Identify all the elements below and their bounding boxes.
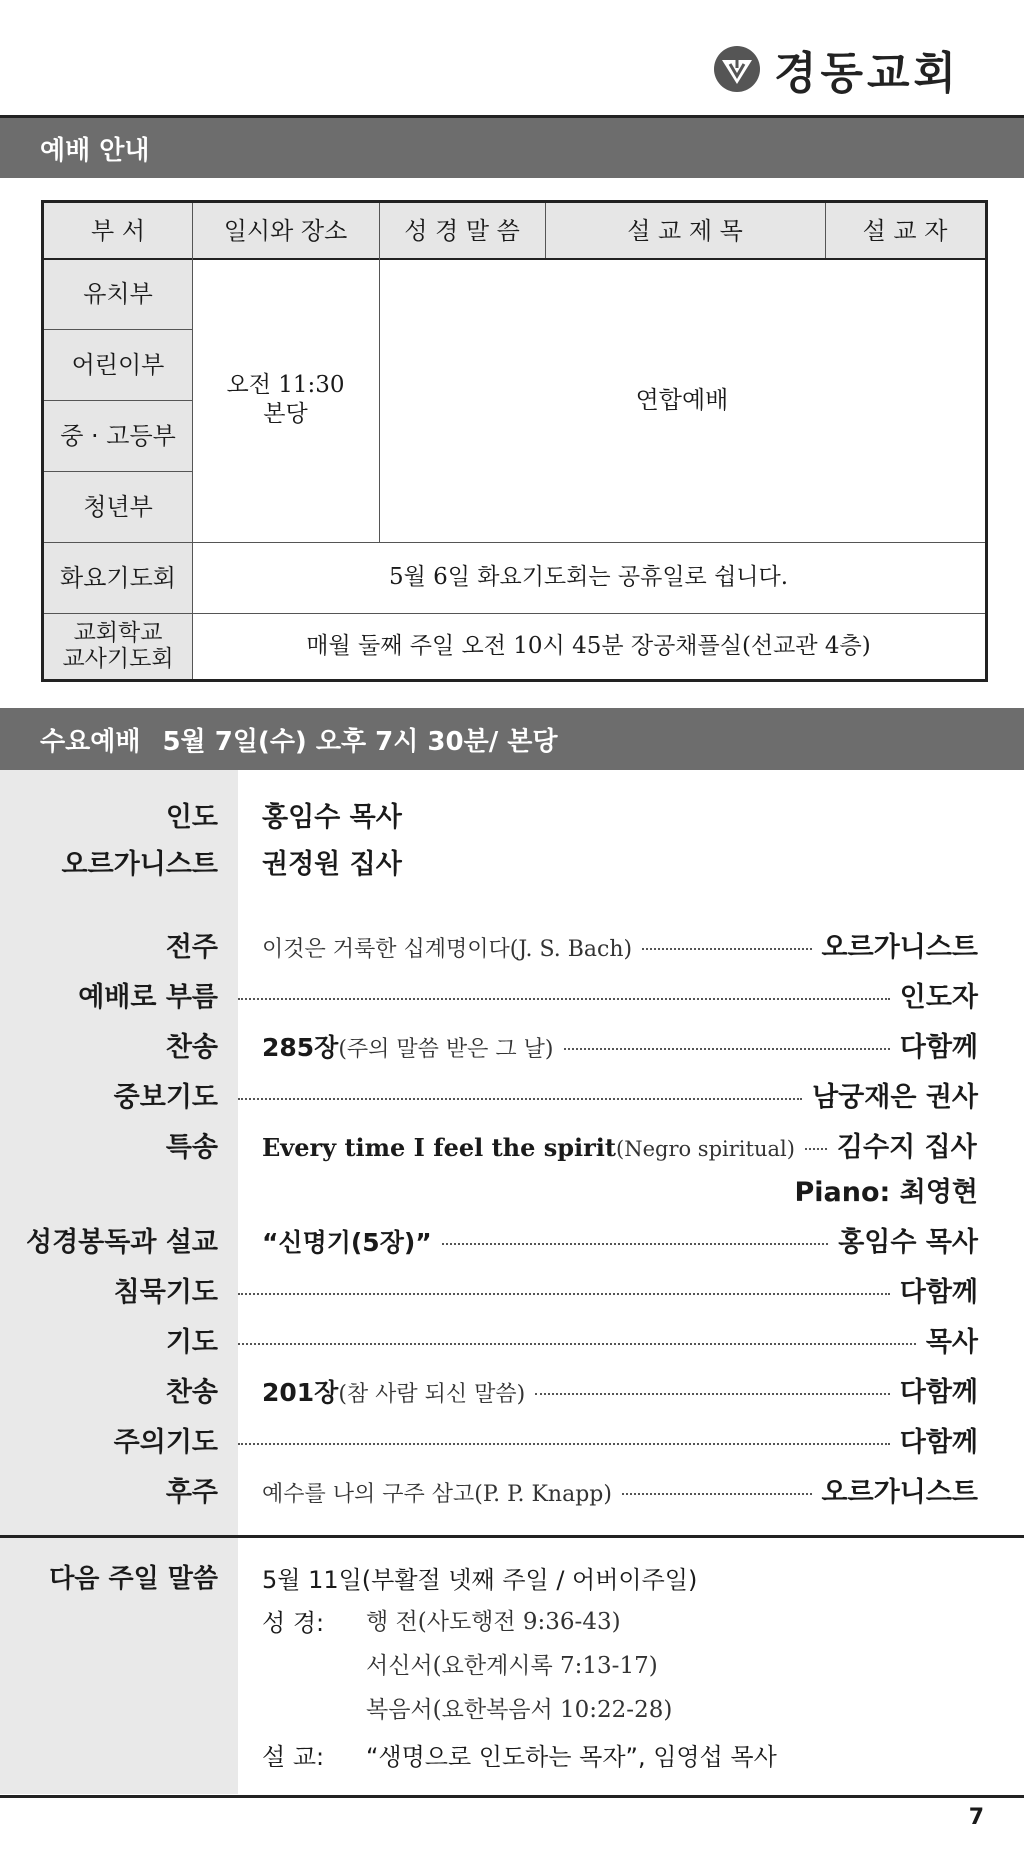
leader-dots [442,1243,828,1245]
leader-dots [238,1098,802,1100]
bottom-rule [0,1795,1024,1798]
order-item-sermon [262,1220,978,1259]
leader-dots [238,1293,890,1295]
order-who: 홍임수 목사 [838,1227,978,1258]
order-item-special [262,1125,978,1164]
next-week-date: 5월 11일(부활절 넷째 주일 / 어버이주일) [262,1566,698,1594]
teacher-label-line2: 교사기도회 [62,646,174,672]
church-name: 경동교회 [773,48,960,99]
organist-label: 오르가니스트 [61,849,218,880]
order-sub: 이것은 거룩한 십계명이다(J. S. Bach) [262,937,633,962]
order-item-piano [262,1170,978,1209]
grid-line [44,329,192,330]
order-sub: (주의 말씀 받은 그 날) [338,1037,554,1062]
joint-time: 오전 11:30 [226,372,345,399]
order-title: “신명기(5장)” [262,1228,432,1257]
order-item-hymn1 [262,1025,978,1064]
order-item-silent [238,1270,978,1309]
grid-line [379,203,380,542]
joint-worship-label: 연합예배 [635,386,729,414]
dept-youth: 중 · 고등부 [44,400,192,471]
order-who: 인도자 [899,982,978,1013]
organist-name: 권정원 집사 [262,849,402,880]
dept-children: 어린이부 [44,329,192,400]
order-role: 성경봉독과 설교 [26,1227,218,1258]
leader-label: 인도 [165,802,218,833]
leader-dots [805,1148,827,1150]
grid-line [44,258,985,260]
order-who: 다함께 [899,1427,978,1458]
sermon-label: 설 교: [262,1743,325,1771]
leader-dots [564,1048,890,1050]
order-who: 다함께 [899,1032,978,1063]
order-who: 오르가니스트 [821,932,978,963]
church-emblem-icon [712,44,762,94]
order-role: 전주 [165,932,218,963]
order-item-lords-prayer [238,1420,978,1459]
order-role: 찬송 [165,1377,218,1408]
worship-info-title: 예배 안내 [40,135,150,166]
order-who: 김수지 집사 [836,1132,977,1163]
order-sub: (Negro spiritual) [616,1137,795,1161]
reading-epistle: 서신서(요한계시록 7:13-17) [366,1653,658,1679]
header-sermon-title: 설 교 제 목 [545,203,825,258]
tuesday-prayer-note: 5월 6일 화요기도회는 공휴일로 쉽니다. [388,564,789,591]
order-title: 201장 [262,1378,339,1407]
order-who: 목사 [925,1327,978,1358]
order-item-prelude [262,925,978,964]
leader-dots [642,948,811,950]
schedule-table [41,200,988,682]
order-item-intercession [238,1075,978,1114]
church-logo [712,38,960,100]
order-who: 오르가니스트 [821,1477,978,1508]
reading-gospel: 복음서(요한복음서 10:22-28) [366,1697,673,1723]
order-who: 남궁재은 권사 [812,1082,978,1113]
leader-dots [622,1493,812,1495]
sermon-title: “생명으로 인도하는 목자”, 임영섭 목사 [366,1743,777,1771]
worship-info-band [0,118,1024,178]
joint-time-place [192,258,379,542]
joint-place: 본당 [263,401,308,427]
header-scripture: 성 경 말 씀 [379,203,545,258]
grid-line [192,203,193,679]
tuesday-prayer-label: 화요기도회 [44,542,192,613]
header-preacher: 설 교 자 [825,203,985,258]
wednesday-service-title: 수요예배 [40,726,141,757]
order-item-prayer [238,1320,978,1359]
leader-dots [238,1343,916,1345]
order-role: 예배로 부름 [78,982,218,1013]
scripture-label: 성 경: [262,1609,325,1637]
organist-row [262,842,978,881]
leader-row [262,795,978,834]
order-item-call [238,975,978,1014]
order-role: 찬송 [165,1032,218,1063]
order-who: Piano: 최영현 [794,1177,978,1208]
leader-dots [238,998,890,1000]
teacher-prayer-note: 매월 둘째 주일 오전 10시 45분 장공채플실(선교관 4층) [306,632,871,659]
header-time-place: 일시와 장소 [192,203,379,258]
order-who: 다함께 [899,1277,978,1308]
header-dept: 부 서 [44,203,192,258]
order-title: Every time I feel the spirit [262,1133,617,1162]
order-item-hymn2 [262,1370,978,1409]
leader-dots [238,1443,890,1445]
grid-line [825,203,826,258]
next-week-label: 다음 주일 말씀 [49,1564,218,1594]
grid-line [44,400,192,401]
order-sub: 예수를 나의 구주 삼고(P. P. Knapp) [262,1482,612,1507]
reading-acts: 행 전(사도행전 9:36-43) [366,1609,621,1635]
wednesday-service-datetime: 5월 7일(수) 오후 7시 30분/ 본당 [162,726,558,757]
order-role: 침묵기도 [113,1277,218,1308]
order-title: 285장 [262,1033,339,1062]
leader-dots [535,1393,889,1395]
order-role: 주의기도 [113,1427,218,1458]
dept-kindergarten: 유치부 [44,258,192,329]
wednesday-service-band [0,708,1024,770]
grid-line [44,613,985,614]
order-role: 특송 [165,1132,218,1163]
teacher-label-line1: 교회학교 [73,619,163,646]
leader-name: 홍임수 목사 [262,802,402,833]
grid-line [44,471,192,472]
order-role: 후주 [165,1477,218,1508]
page-number: 7 [968,1805,984,1830]
order-who: 다함께 [899,1377,978,1408]
order-role: 중보기도 [113,1082,218,1113]
grid-line [545,203,546,258]
dept-young-adults: 청년부 [44,471,192,542]
teacher-prayer-label [44,613,192,679]
order-role: 기도 [165,1327,218,1358]
order-sub: (참 사람 되신 말씀) [338,1382,526,1407]
order-item-postlude [262,1470,978,1509]
grid-line [44,542,985,543]
